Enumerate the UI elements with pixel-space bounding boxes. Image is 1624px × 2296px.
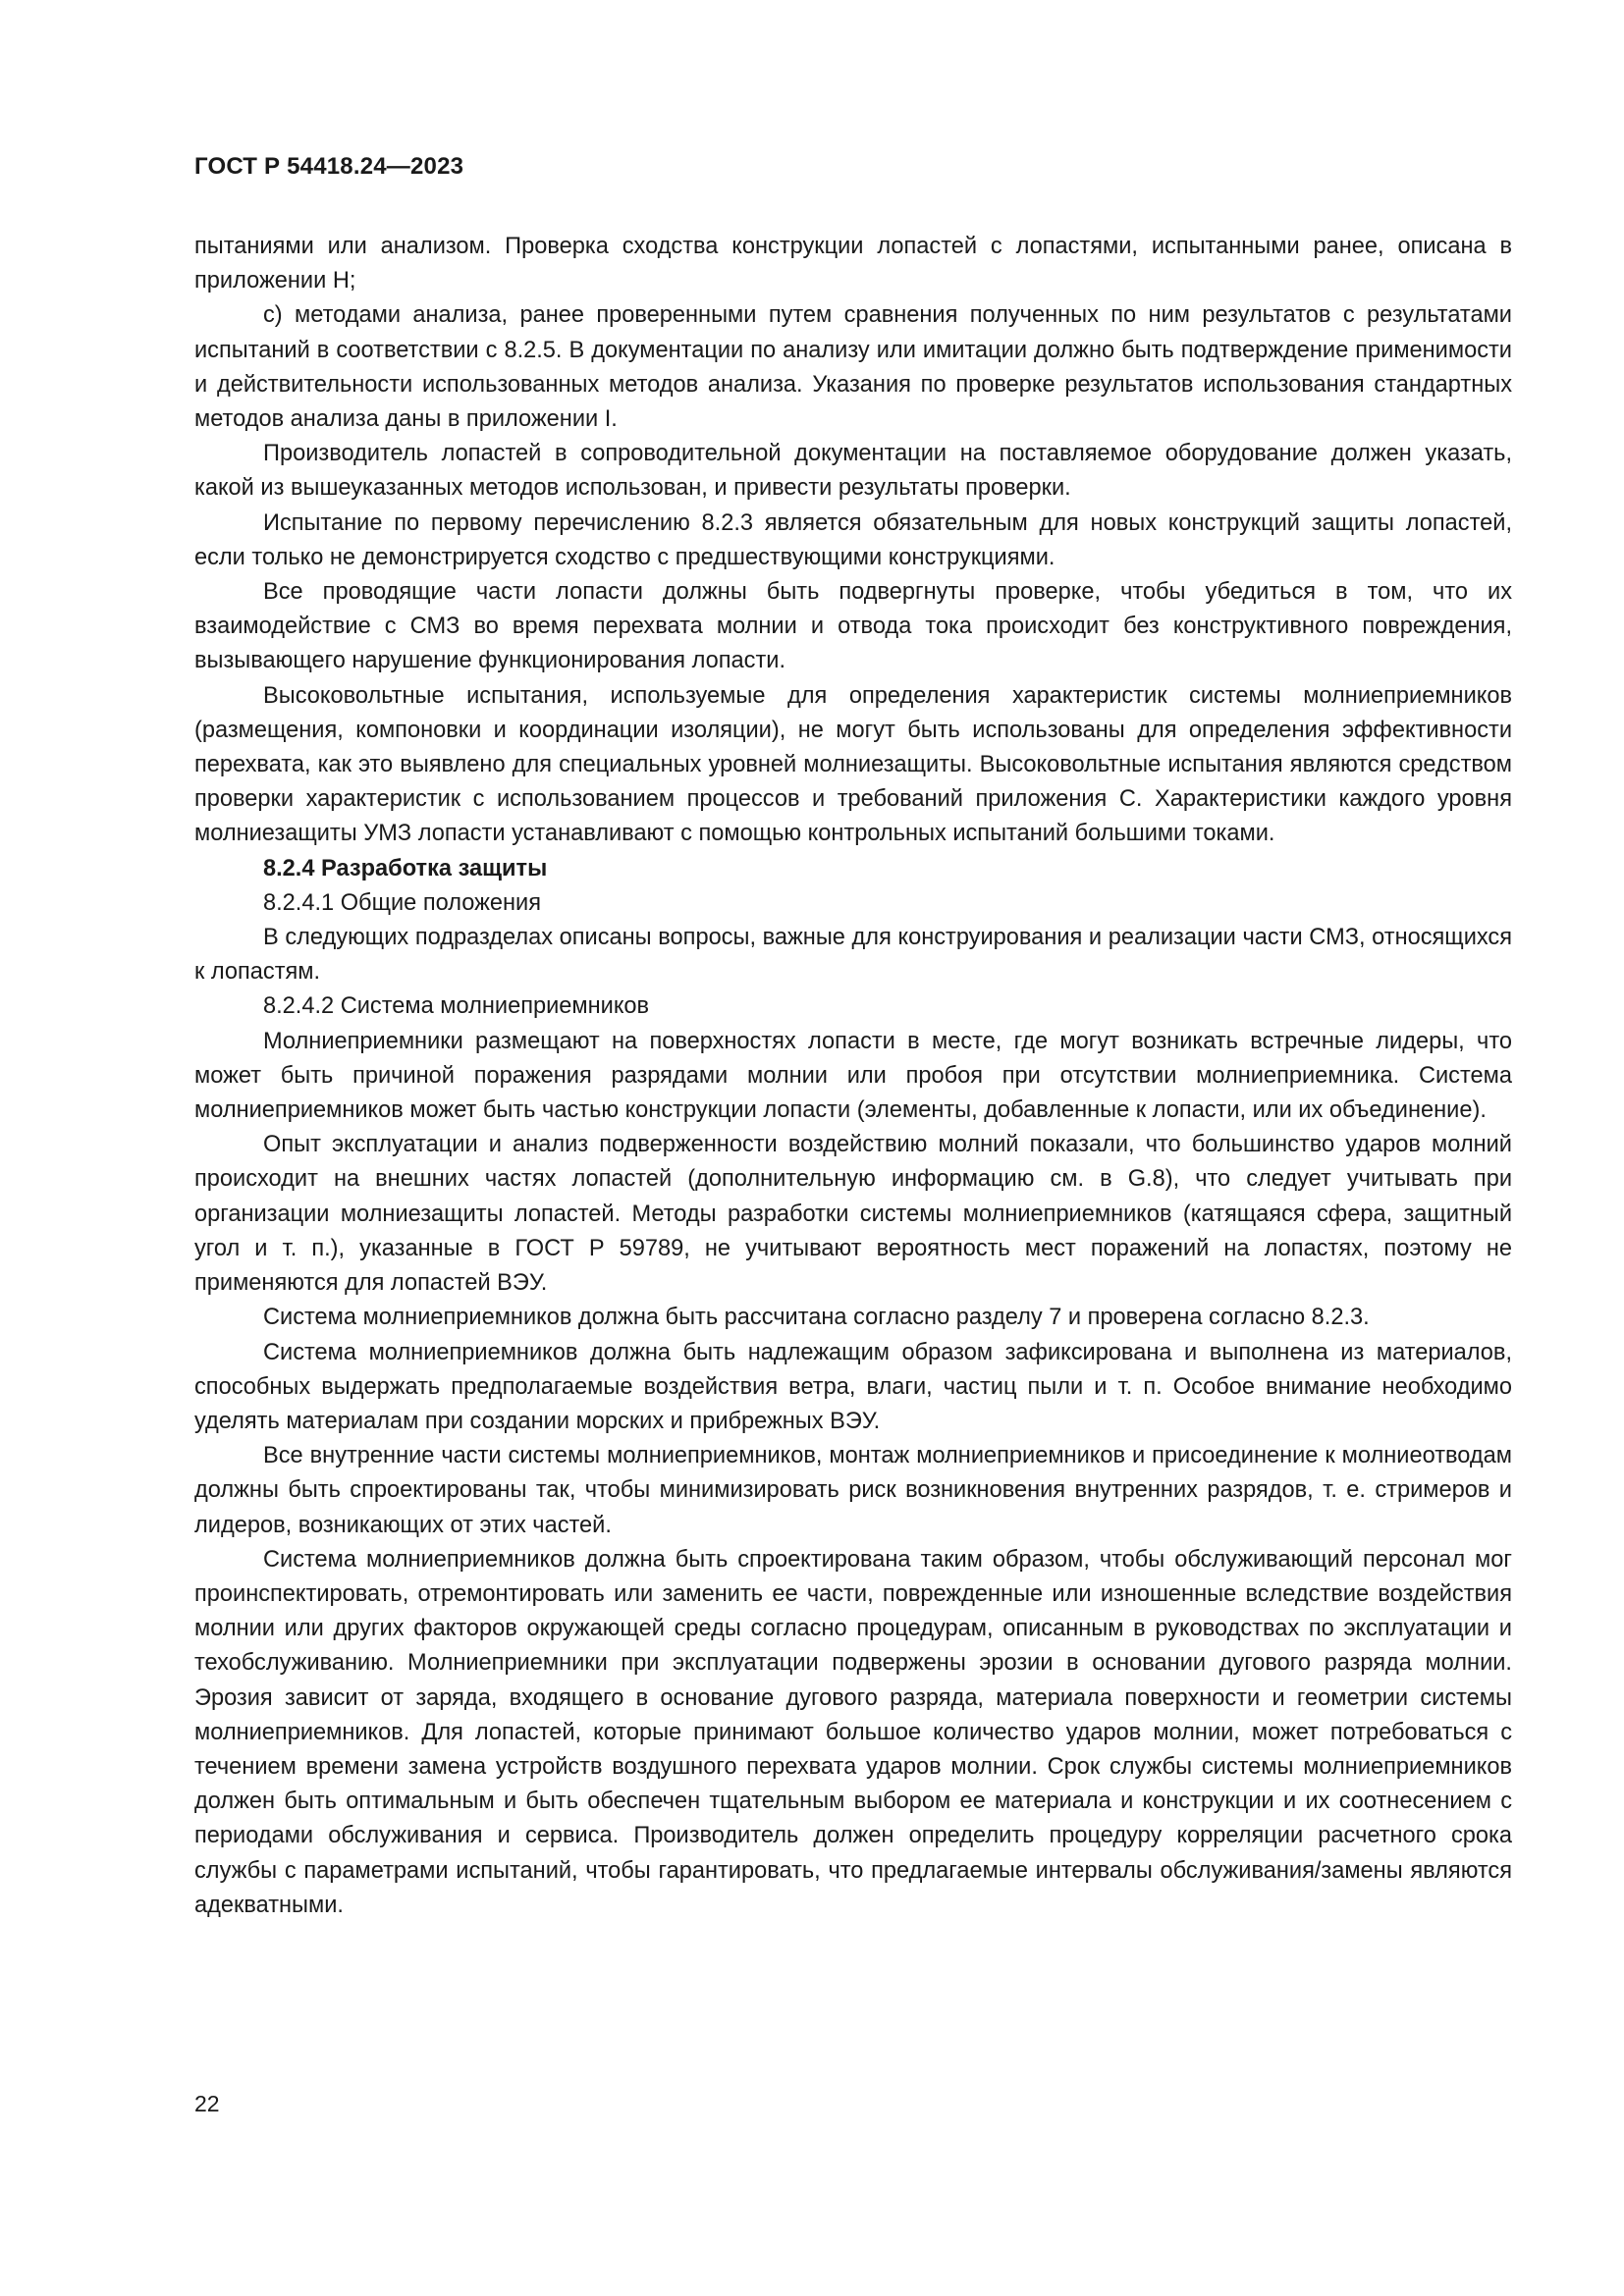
body-paragraph: Опыт эксплуатации и анализ подверженности воздействию молний показали, что большинство ударов молний происходит на внешних частях лопастей (дополнительную информацию см. в G.8), что следует учитывать при организации молниезащиты лопастей. Методы разработки системы молниеприемников (катящаяся сфера, защитный угол и т. п.), указанные в ГОСТ Р 59789, не учитывают вероятность мест поражений на лопастях, поэтому не применяются для лопастей ВЭУ.	[194, 1132, 1512, 1297]
subsection-heading: 8.2.4.1 Общие положения	[263, 889, 541, 916]
body-paragraph: Испытание по первому перечислению 8.2.3 является обязательным для новых конструкций защиты лопастей, если только не демонстрируется сходство с предшествующими конструкциями.	[194, 509, 1512, 570]
body-paragraph: Все внутренние части системы молниеприемников, монтаж молниеприемников и присоединение к молниеотводам должны быть спроектированы так, чтобы минимизировать риск возникновения внутренних разрядов, т. е. стримеров и лидеров, возникающих от этих частей.	[194, 1443, 1512, 1538]
body-paragraph: пытаниями или анализом. Проверка сходства конструкции лопастей с лопастями, испытанными ранее, описана в приложении H;	[194, 234, 1512, 294]
body-paragraph: Высоковольтные испытания, используемые для определения характеристик системы молниеприемников (размещения, компоновки и координации изоляции), не могут быть использованы для определения эффективности перехвата, как это выявлено для специальных уровней молниезащиты. Высоковольтные испытания являются средством проверки характеристик с использованием процессов и требований приложения C. Характеристики каждого уровня молниезащиты УМЗ лопасти устанавливают с помощью контрольных испытаний большими токами.	[194, 682, 1512, 847]
subsection-heading: 8.2.4.2 Система молниеприемников	[263, 993, 650, 1020]
page-number: 22	[194, 2091, 220, 2116]
body-paragraph: Молниеприемники размещают на поверхностях лопасти в месте, где могут возникать встречные лидеры, что может быть причиной поражения разрядами молнии или пробоя при отсутствии молниеприемника. Система молниеприемников может быть частью конструкции лопасти (элементы, добавленные к лопасти, или их объединение).	[194, 1028, 1512, 1124]
body-paragraph: Система молниеприемников должна быть рассчитана согласно разделу 7 и проверена согласно 8.2.3.	[263, 1305, 1370, 1331]
body-paragraph: Система молниеприемников должна быть надлежащим образом зафиксирована и выполнена из материалов, способных выдержать предполагаемые воздействия ветра, влаги, частиц пыли и т. п. Особое внимание необходимо уделять материалам при создании морских и прибрежных ВЭУ.	[194, 1339, 1512, 1434]
body-paragraph: В следующих подразделах описаны вопросы, важные для конструирования и реализации части СМЗ, относящихся к лопастям.	[194, 925, 1512, 986]
body-paragraph: Все проводящие части лопасти должны быть подвергнуты проверке, чтобы убедиться в том, что их взаимодействие с СМЗ во время перехвата молнии и отвода тока происходит без конструктивного повреждения, вызывающего нарушение функционирования лопасти.	[194, 579, 1512, 674]
standard-code-header: ГОСТ Р 54418.24—2023	[194, 153, 464, 180]
body-paragraph: Производитель лопастей в сопроводительной документации на поставляемое оборудование должен указать, какой из вышеуказанных методов использован, и привести результаты проверки.	[194, 441, 1512, 502]
document-body	[194, 230, 1512, 1923]
body-paragraph: c) методами анализа, ранее проверенными путем сравнения полученных по ним результатов с результатами испытаний в соответствии с 8.2.5. В документации по анализу или имитации должно быть подтверждение применимости и действительности использованных методов анализа. Указания по проверке результатов использования стандартных методов анализа даны в приложении I.	[194, 302, 1512, 433]
section-heading: 8.2.4 Разработка защиты	[263, 855, 548, 881]
body-paragraph: Система молниеприемников должна быть спроектирована таким образом, чтобы обслуживающий персонал мог проинспектировать, отремонтировать или заменить ее части, поврежденные или изношенные вследствие воздействия молнии или других факторов окружающей среды согласно процедурам, описанным в руководствах по эксплуатации и техобслуживанию. Молниеприемники при эксплуатации подвержены эрозии в основании дугового разряда молнии. Эрозия зависит от заряда, входящего в основание дугового разряда, материала поверхности и геометрии системы молниеприемников. Для лопастей, которые принимают большое количество ударов молнии, может потребоваться с течением времени замена устройств воздушного перехвата ударов молнии. Срок службы системы молниеприемников должен быть оптимальным и быть обеспечен тщательным выбором ее материала и конструкции и их соотнесением с периодами обслуживания и сервиса. Производитель должен определить процедуру корреляции расчетного срока службы с параметрами испытаний, чтобы гарантировать, что предлагаемые интервалы обслуживания/замены являются адекватными.	[194, 1546, 1512, 1918]
